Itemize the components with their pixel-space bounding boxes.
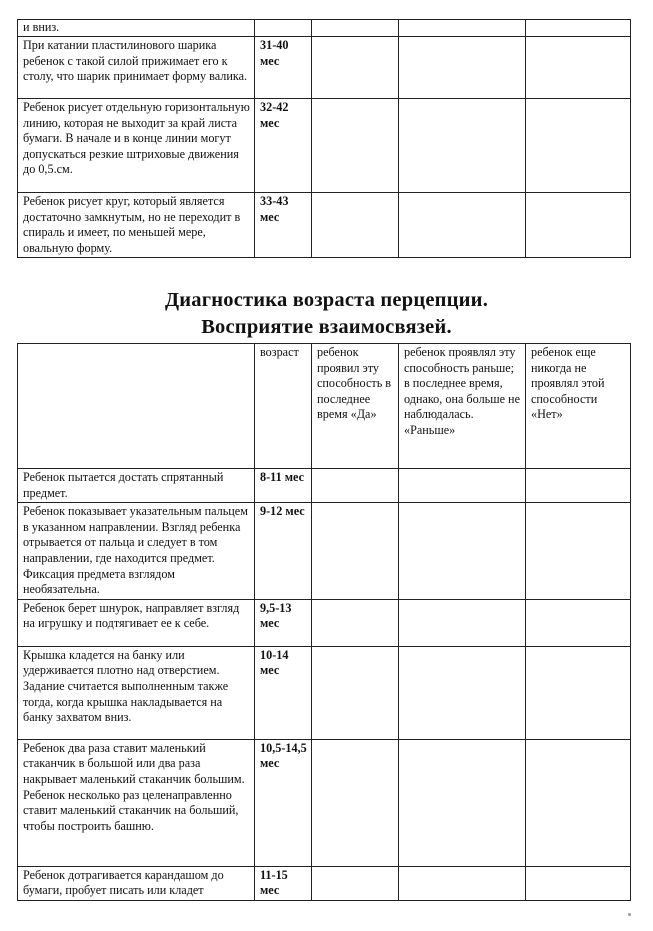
table-row	[18, 646, 631, 739]
answer-cell-yes	[312, 99, 399, 193]
age-cell	[255, 20, 312, 37]
answer-cell-no	[526, 99, 631, 193]
table-row	[18, 503, 631, 600]
top-table	[17, 19, 631, 258]
answer-cell-no	[526, 599, 631, 646]
answer-cell-no	[526, 646, 631, 739]
age-cell: 10-14 мес	[255, 646, 312, 739]
answer-cell-yes	[312, 469, 399, 503]
table-row	[18, 99, 631, 193]
answer-cell-earlier	[399, 866, 526, 900]
answer-cell-no	[526, 866, 631, 900]
header-age: возраст	[255, 344, 312, 469]
header-yes: ребенок проявил эту способность в последнее время «Да»	[312, 344, 399, 469]
header-earlier: ребенок проявлял эту способность раньше; в последнее время, однако, она больше не наблюдалась. «Раньше»	[399, 344, 526, 469]
skill-cell: Ребенок два раза ставит маленький стаканчик в большой или два раза накрывает маленький стаканчик большим. Ребенок несколько раз целенаправленно ставит маленький стаканчик на больший, чтобы построить башню.	[18, 739, 255, 866]
answer-cell-earlier	[399, 646, 526, 739]
age-cell: 9,5-13 мес	[255, 599, 312, 646]
answer-cell-earlier	[399, 193, 526, 258]
skill-cell: Ребенок берет шнурок, направляет взгляд на игрушку и подтягивает ее к себе.	[18, 599, 255, 646]
answer-cell-yes	[312, 37, 399, 99]
answer-cell-yes	[312, 646, 399, 739]
section-subtitle: Восприятие взаимосвязей.	[201, 316, 452, 338]
section-title: Диагностика возраста перцепции.	[164, 289, 489, 311]
answer-cell-no	[526, 503, 631, 600]
answer-cell-no	[526, 193, 631, 258]
age-cell: 31-40 мес	[255, 37, 312, 99]
age-cell: 32-42 мес	[255, 99, 312, 193]
skill-cell: Ребенок рисует круг, который является достаточно замкнутым, но не переходит в спираль и имеет, по меньшей мере, овальную форму.	[18, 193, 255, 258]
scan-speck	[628, 913, 631, 916]
skill-cell: При катании пластилинового шарика ребенок с такой силой прижимает его к столу, что шарик принимает форму валика.	[18, 37, 255, 99]
answer-cell-yes	[312, 20, 399, 37]
table-row	[18, 599, 631, 646]
age-cell: 11-15 мес	[255, 866, 312, 900]
answer-cell-yes	[312, 503, 399, 600]
skill-cell: Ребенок рисует отдельную горизонтальную линию, которая не выходит за край листа бумаги. В начале и в конце линии могут допускаться резкие штриховые движения до 0,5.см.	[18, 99, 255, 193]
answer-cell-earlier	[399, 599, 526, 646]
answer-cell-no	[526, 37, 631, 99]
header-row	[18, 344, 631, 469]
answer-cell-earlier	[399, 469, 526, 503]
answer-cell-earlier	[399, 99, 526, 193]
answer-cell-earlier	[399, 739, 526, 866]
answer-cell-no	[526, 469, 631, 503]
skill-cell: Ребенок дотрагивается карандашом до бумаги, пробует писать или кладет	[18, 866, 255, 900]
table-row	[18, 739, 631, 866]
skill-cell: Ребенок показывает указательным пальцем в указанном направлении. Взгляд ребенка отрывается от пальца и следует в том направлении, где находится предмет. Фиксация предмета взглядом необязательна.	[18, 503, 255, 600]
answer-cell-no	[526, 20, 631, 37]
table-row	[18, 37, 631, 99]
answer-cell-earlier	[399, 20, 526, 37]
answer-cell-yes	[312, 866, 399, 900]
age-cell: 10,5-14,5 мес	[255, 739, 312, 866]
table-row	[18, 469, 631, 503]
answer-cell-no	[526, 739, 631, 866]
skill-cell: Ребенок пытается достать спрятанный предмет.	[18, 469, 255, 503]
header-no: ребенок еще никогда не проявлял этой способности «Нет»	[526, 344, 631, 469]
answer-cell-yes	[312, 599, 399, 646]
answer-cell-yes	[312, 739, 399, 866]
answer-cell-earlier	[399, 37, 526, 99]
skill-cell: Крышка кладется на банку или удерживается плотно над отверстием. Задание считается выполненным также тогда, когда крышка накладывается на банку захватом вниз.	[18, 646, 255, 739]
answer-cell-yes	[312, 193, 399, 258]
header-skill	[18, 344, 255, 469]
main-table	[17, 343, 631, 901]
table-row	[18, 866, 631, 900]
age-cell: 9-12 мес	[255, 503, 312, 600]
skill-cell: и вниз.	[18, 20, 255, 37]
table-row	[18, 193, 631, 258]
age-cell: 8-11 мес	[255, 469, 312, 503]
table-row	[18, 20, 631, 37]
age-cell: 33-43 мес	[255, 193, 312, 258]
answer-cell-earlier	[399, 503, 526, 600]
